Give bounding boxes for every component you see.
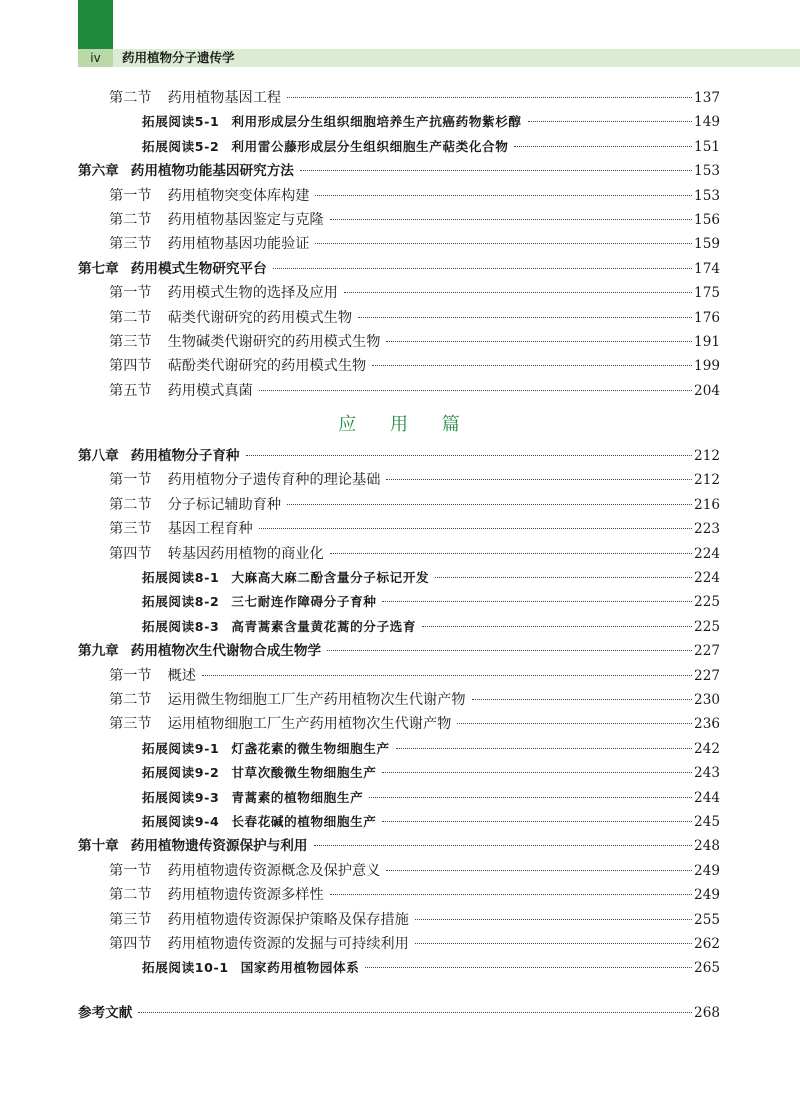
toc-entry-title: 大麻高大麻二酚含量分子标记开发 xyxy=(231,570,430,586)
toc-entry-section[interactable] xyxy=(78,932,720,956)
toc-entry-page: 249 xyxy=(694,862,720,879)
dot-leader xyxy=(273,268,692,269)
table-of-contents xyxy=(78,86,720,1025)
running-header xyxy=(78,49,800,67)
toc-entry-page: 249 xyxy=(694,887,720,904)
toc-entry-label xyxy=(142,615,416,639)
toc-entry-number: 第五节 xyxy=(109,382,152,399)
toc-entry-page: 225 xyxy=(694,618,720,635)
dot-leader xyxy=(386,479,692,480)
dot-leader xyxy=(259,528,692,529)
toc-entry-label xyxy=(109,712,451,736)
toc-entry-page: 268 xyxy=(694,1004,720,1021)
toc-entry-section[interactable] xyxy=(78,688,720,712)
dot-leader xyxy=(246,455,693,456)
toc-entry-title: 萜类代谢研究的药用模式生物 xyxy=(167,309,353,326)
toc-entry-reading[interactable] xyxy=(78,110,720,134)
toc-entry-label xyxy=(109,542,324,566)
toc-entry-chapter[interactable] xyxy=(78,834,720,858)
toc-entry-reading[interactable] xyxy=(78,810,720,834)
toc-entry-number: 第八章 xyxy=(78,448,119,465)
toc-entry-label xyxy=(109,281,338,305)
toc-entry-title: 药用模式真菌 xyxy=(167,382,253,399)
toc-entry-reading[interactable] xyxy=(78,761,720,785)
toc-entry-page: 244 xyxy=(694,789,720,806)
toc-entry-page: 227 xyxy=(694,667,720,684)
toc-entry-number: 第四节 xyxy=(109,935,152,952)
toc-entry-label xyxy=(109,468,380,492)
toc-entry-title: 国家药用植物园体系 xyxy=(240,960,360,976)
toc-entry-reading[interactable] xyxy=(78,615,720,639)
toc-entry-section[interactable] xyxy=(78,354,720,378)
toc-entry-title: 概述 xyxy=(167,667,196,684)
toc-entry-page: 204 xyxy=(694,382,720,399)
toc-entry-section[interactable] xyxy=(78,468,720,492)
toc-entry-title: 分子标记辅助育种 xyxy=(167,496,282,513)
toc-entry-title: 三七耐连作障碍分子育种 xyxy=(231,594,377,610)
toc-entry-number: 拓展阅读8-1 xyxy=(142,570,220,586)
toc-entry-page: 191 xyxy=(694,333,720,350)
toc-entry-label xyxy=(109,86,281,110)
toc-entry-number: 第七章 xyxy=(78,260,119,277)
toc-entry-reading[interactable] xyxy=(78,590,720,614)
toc-entry-title: 运用植物细胞工厂生产药用植物次生代谢产物 xyxy=(167,716,452,733)
toc-entry-number: 拓展阅读5-2 xyxy=(142,138,220,154)
toc-entry-title: 基因工程育种 xyxy=(167,521,253,538)
dot-leader xyxy=(259,390,692,391)
toc-entry-number: 拓展阅读9-2 xyxy=(142,765,220,781)
toc-entry-label xyxy=(109,908,409,932)
toc-entry-number: 第一节 xyxy=(109,472,152,489)
toc-entry-label xyxy=(142,786,363,810)
toc-entry-page: 199 xyxy=(694,358,720,375)
toc-entry-number: 第六章 xyxy=(78,163,119,180)
toc-entry-section[interactable] xyxy=(78,908,720,932)
dot-leader xyxy=(472,699,693,700)
toc-entry-page: 153 xyxy=(694,187,720,204)
toc-entry-title: 药用植物遗传资源保护与利用 xyxy=(130,838,308,855)
toc-entry-title: 药用植物分子遗传育种的理论基础 xyxy=(167,472,381,489)
toc-entry-number: 第二节 xyxy=(109,691,152,708)
dot-leader xyxy=(330,894,692,895)
toc-entry-title: 药用模式生物研究平台 xyxy=(130,260,267,277)
dot-leader xyxy=(287,504,692,505)
toc-entry-title: 青蒿素的植物细胞生产 xyxy=(231,789,364,805)
toc-entry-number: 第一节 xyxy=(109,862,152,879)
toc-entry-references[interactable] xyxy=(78,1001,720,1025)
toc-entry-title: 药用植物基因工程 xyxy=(167,90,282,106)
dot-leader xyxy=(415,943,692,944)
toc-entry-page: 212 xyxy=(694,448,720,465)
toc-entry-title: 甘草次酸微生物细胞生产 xyxy=(231,765,377,781)
toc-entry-number: 拓展阅读8-2 xyxy=(142,594,220,610)
toc-entry-number: 拓展阅读9-4 xyxy=(142,813,220,829)
toc-entry-page: 262 xyxy=(694,935,720,952)
toc-entry-label xyxy=(109,354,366,378)
dot-leader xyxy=(314,845,693,846)
toc-entry-label xyxy=(109,493,281,517)
toc-entry-number: 第十章 xyxy=(78,838,119,855)
toc-entry-title: 运用微生物细胞工厂生产药用植物次生代谢产物 xyxy=(167,691,466,708)
dot-leader xyxy=(327,650,692,651)
toc-entry-label xyxy=(142,810,376,834)
dot-leader xyxy=(382,821,692,822)
toc-entry-label xyxy=(142,110,522,134)
dot-leader xyxy=(528,121,692,122)
dot-leader xyxy=(202,675,692,676)
toc-entry-chapter[interactable] xyxy=(78,257,720,281)
toc-entry-label xyxy=(109,932,409,956)
toc-list-top xyxy=(78,86,720,403)
toc-entry-label xyxy=(109,859,380,883)
toc-entry-label xyxy=(142,737,390,761)
toc-entry-section[interactable] xyxy=(78,883,720,907)
toc-entry-label xyxy=(78,257,267,281)
toc-entry-chapter[interactable] xyxy=(78,159,720,183)
toc-entry-label xyxy=(78,159,294,183)
toc-entry-number: 第四节 xyxy=(109,358,152,375)
toc-entry-number: 第四节 xyxy=(109,545,152,562)
toc-entry-number: 第三节 xyxy=(109,333,152,350)
dot-leader xyxy=(396,748,692,749)
toc-entry-title: 参考文献 xyxy=(78,1004,133,1021)
toc-entry-title: 生物碱类代谢研究的药用模式生物 xyxy=(167,333,381,350)
toc-entry-label xyxy=(109,306,352,330)
toc-entry-title: 萜酚类代谢研究的药用模式生物 xyxy=(167,358,367,375)
toc-entry-page: 236 xyxy=(694,716,720,733)
toc-entry-page: 156 xyxy=(694,211,720,228)
toc-entry-number: 拓展阅读5-1 xyxy=(142,114,220,130)
chapter-color-tab xyxy=(78,0,113,49)
toc-entry-page: 175 xyxy=(694,285,720,302)
toc-entry-section[interactable] xyxy=(78,712,720,736)
toc-entry-number: 拓展阅读9-3 xyxy=(142,789,220,805)
toc-entry-title: 利用形成层分生组织细胞培养生产抗癌药物紫杉醇 xyxy=(231,114,522,130)
dot-leader xyxy=(382,601,692,602)
toc-entry-number: 第九章 xyxy=(78,643,119,660)
dot-leader xyxy=(358,317,692,318)
toc-entry-number: 第一节 xyxy=(109,285,152,302)
toc-entry-label xyxy=(109,883,324,907)
toc-entry-section[interactable] xyxy=(78,86,720,110)
toc-entry-section[interactable] xyxy=(78,379,720,403)
toc-entry-section[interactable] xyxy=(78,517,720,541)
toc-entry-page: 137 xyxy=(694,90,720,106)
toc-entry-title: 药用植物基因鉴定与克隆 xyxy=(167,211,324,228)
dot-leader xyxy=(382,772,692,773)
dot-leader xyxy=(330,553,692,554)
dot-leader xyxy=(330,219,692,220)
toc-entry-page: 224 xyxy=(694,545,720,562)
dot-leader xyxy=(372,365,692,366)
toc-list-bottom xyxy=(78,444,720,981)
toc-entry-title: 药用植物分子育种 xyxy=(130,448,240,465)
toc-entry-label xyxy=(109,379,253,403)
toc-entry-section[interactable] xyxy=(78,330,720,354)
toc-entry-label xyxy=(142,566,429,590)
toc-entry-label xyxy=(78,834,308,858)
toc-entry-title: 长春花碱的植物细胞生产 xyxy=(231,813,377,829)
toc-entry-label xyxy=(142,956,359,980)
toc-entry-page: 242 xyxy=(694,740,720,757)
toc-entry-label xyxy=(142,761,376,785)
toc-entry-number: 第三节 xyxy=(109,716,152,733)
toc-entry-page: 248 xyxy=(694,838,720,855)
dot-leader xyxy=(386,870,692,871)
toc-entry-page: 225 xyxy=(694,594,720,611)
toc-entry-page: 149 xyxy=(694,114,720,131)
toc-entry-reading[interactable] xyxy=(78,135,720,159)
page-number: iv xyxy=(78,49,113,67)
toc-entry-page: 159 xyxy=(694,236,720,253)
toc-entry-section[interactable] xyxy=(78,859,720,883)
toc-entry-number: 第二节 xyxy=(109,90,152,106)
dot-leader xyxy=(386,341,692,342)
toc-entry-number: 第二节 xyxy=(109,496,152,513)
toc-entry-number: 第三节 xyxy=(109,521,152,538)
toc-entry-page: 212 xyxy=(694,472,720,489)
toc-entry-page: 227 xyxy=(694,643,720,660)
toc-entry-title: 高青蒿素含量黄花蒿的分子选育 xyxy=(231,618,417,634)
toc-entry-label xyxy=(78,639,321,663)
toc-entry-label xyxy=(109,232,309,256)
toc-entry-label xyxy=(109,517,253,541)
toc-entry-title: 药用植物突变体库构建 xyxy=(167,187,310,204)
toc-entry-number: 拓展阅读8-3 xyxy=(142,618,220,634)
toc-entry-title: 利用雷公藤形成层分生组织细胞生产萜类化合物 xyxy=(231,138,509,154)
dot-leader xyxy=(369,797,692,798)
toc-entry-label xyxy=(109,330,380,354)
toc-entry-title: 药用植物遗传资源概念及保护意义 xyxy=(167,862,381,879)
toc-entry-number: 第一节 xyxy=(109,667,152,684)
dot-leader xyxy=(514,146,692,147)
toc-entry-number: 第三节 xyxy=(109,911,152,928)
toc-entry-label xyxy=(109,208,324,232)
toc-entry-number: 拓展阅读9-1 xyxy=(142,740,220,756)
toc-entry-page: 153 xyxy=(694,163,720,180)
dot-leader xyxy=(435,577,692,578)
dot-leader xyxy=(138,1012,692,1013)
toc-entry-reading[interactable] xyxy=(78,956,720,980)
toc-entry-section[interactable] xyxy=(78,664,720,688)
toc-entry-label xyxy=(109,184,309,208)
toc-entry-number: 拓展阅读10-1 xyxy=(142,960,229,976)
toc-entry-page: 255 xyxy=(694,911,720,928)
toc-entry-label xyxy=(142,590,376,614)
toc-entry-label xyxy=(142,135,508,159)
toc-entry-reading[interactable] xyxy=(78,737,720,761)
toc-entry-number: 第二节 xyxy=(109,211,152,228)
toc-entry-page: 224 xyxy=(694,570,720,587)
toc-entry-section[interactable] xyxy=(78,232,720,256)
toc-entry-page: 216 xyxy=(694,496,720,513)
toc-entry-page: 243 xyxy=(694,765,720,782)
dot-leader xyxy=(300,170,692,171)
toc-entry-section[interactable] xyxy=(78,208,720,232)
toc-entry-label xyxy=(109,688,466,712)
toc-entry-page: 174 xyxy=(694,260,720,277)
dot-leader xyxy=(422,626,692,627)
toc-entry-number: 第二节 xyxy=(109,887,152,904)
dot-leader xyxy=(344,292,692,293)
toc-entry-page: 230 xyxy=(694,691,720,708)
toc-entry-reading[interactable] xyxy=(78,566,720,590)
toc-entry-section[interactable] xyxy=(78,184,720,208)
dot-leader xyxy=(315,195,692,196)
dot-leader xyxy=(315,243,692,244)
dot-leader xyxy=(457,723,692,724)
dot-leader xyxy=(365,967,692,968)
toc-entry-title: 药用植物功能基因研究方法 xyxy=(130,163,294,180)
toc-entry-page: 223 xyxy=(694,521,720,538)
dot-leader xyxy=(415,919,692,920)
toc-entry-page: 265 xyxy=(694,960,720,977)
toc-entry-title: 药用植物基因功能验证 xyxy=(167,236,310,253)
toc-entry-section[interactable] xyxy=(78,493,720,517)
toc-entry-section[interactable] xyxy=(78,542,720,566)
toc-entry-chapter[interactable] xyxy=(78,444,720,468)
toc-entry-number: 第一节 xyxy=(109,187,152,204)
toc-entry-page: 245 xyxy=(694,813,720,830)
toc-entry-title: 药用植物遗传资源保护策略及保存措施 xyxy=(167,911,409,928)
toc-entry-section[interactable] xyxy=(78,281,720,305)
toc-entry-title: 药用模式生物的选择及应用 xyxy=(167,285,338,302)
toc-entry-label xyxy=(109,664,196,688)
toc-entry-page: 151 xyxy=(694,138,720,155)
toc-entry-number: 第三节 xyxy=(109,236,152,253)
toc-entry-title: 药用植物次生代谢物合成生物学 xyxy=(130,643,322,660)
toc-entry-reading[interactable] xyxy=(78,786,720,810)
toc-entry-title: 药用植物遗传资源的发掘与可持续利用 xyxy=(167,935,409,952)
book-title: 药用植物分子遗传学 xyxy=(122,50,235,65)
toc-entry-title: 药用植物遗传资源多样性 xyxy=(167,887,324,904)
toc-entry-label xyxy=(78,444,240,468)
toc-entry-title: 灯盏花素的微生物细胞生产 xyxy=(231,740,390,756)
toc-entry-chapter[interactable] xyxy=(78,639,720,663)
dot-leader xyxy=(287,97,692,98)
toc-entry-page: 176 xyxy=(694,309,720,326)
part-heading: 应 用 篇 xyxy=(338,414,474,436)
toc-entry-number: 第二节 xyxy=(109,309,152,326)
toc-entry-title: 转基因药用植物的商业化 xyxy=(167,545,324,562)
toc-entry-section[interactable] xyxy=(78,306,720,330)
